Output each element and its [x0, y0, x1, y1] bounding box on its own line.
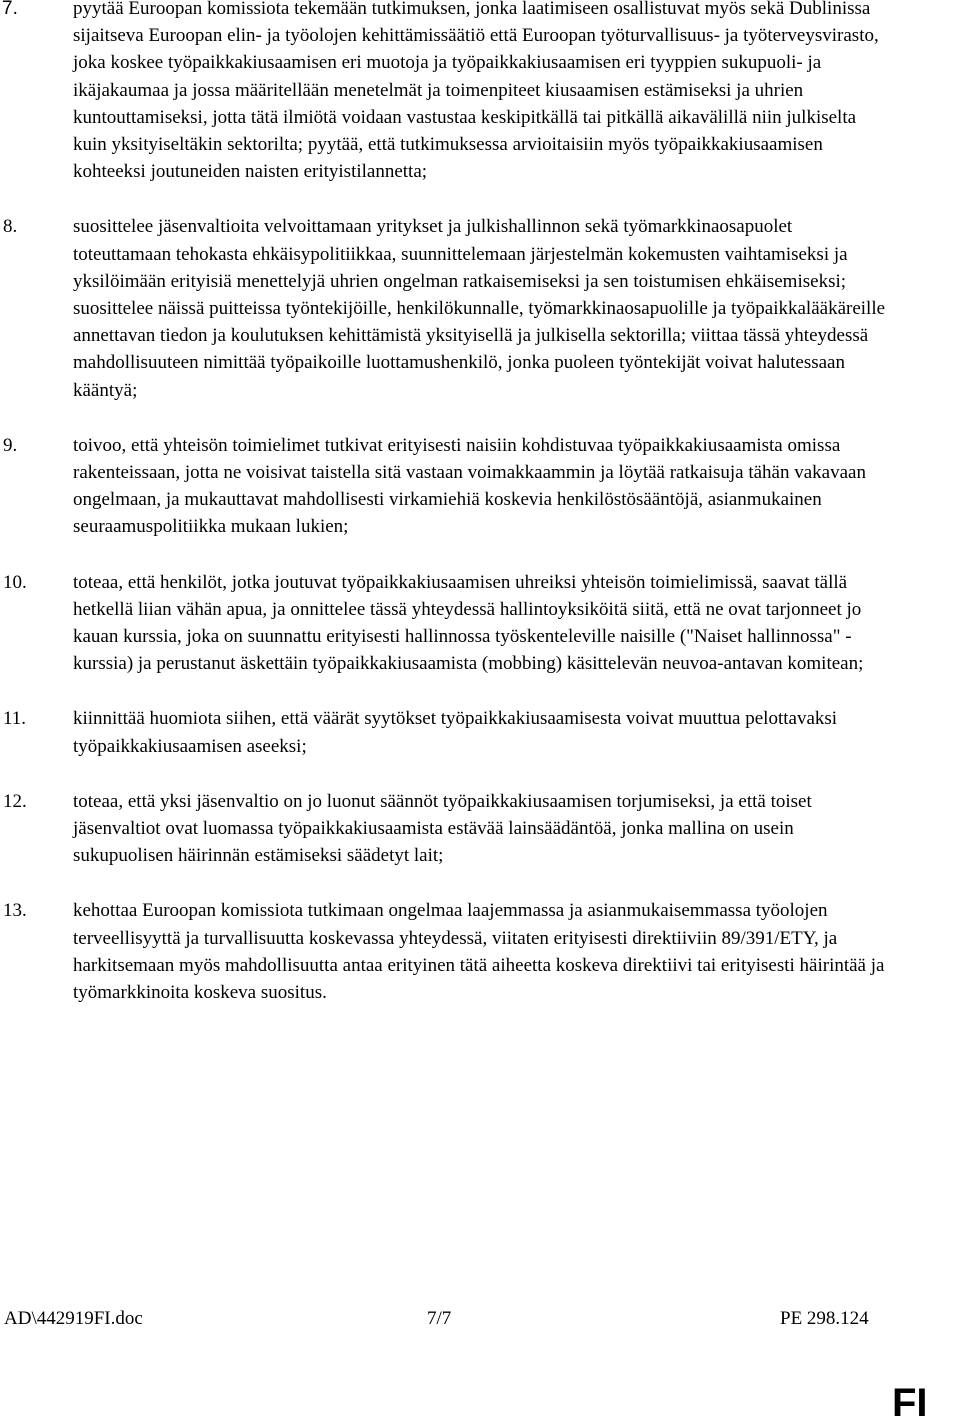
language-code: FI	[892, 1381, 928, 1425]
paragraph-number: 10.	[3, 571, 27, 593]
paragraph-text: toivoo, että yhteisön toimielimet tutkivat erityisesti naisiin kohdistuvaa työpaikkakiusaamista omissa rakenteissaan, jotta ne voisivat taistella sitä vastaan voimakkaammin ja löytää ratkaisuja tähän vakavaan ongelmaan, ja mukauttavat mahdollisesti virkamiehiä koskevia henkilöstösääntöjä, asianmukainen seuraamuspolitiikka mukaan lukien;	[73, 434, 866, 538]
paragraph-text: toteaa, että henkilöt, jotka joutuvat työpaikkakiusaamisen uhreiksi yhteisön toimielimissä, saavat tällä hetkellä liian vähän apua, ja onnittelee tässä yhteydessä hallintoyksiköitä siitä, että ne ovat tarjonneet jo kauan kurssia, joka on suunnattu erityisesti hallinnossa työskenteleville naisille ("Naiset hallinnossa" -kurssia) ja perustanut äskettäin työpaikkakiusaamista (mobbing) käsittelevän neuvoa-antavan komitean;	[73, 571, 864, 675]
paragraph-text: toteaa, että yksi jäsenvaltio on jo luonut säännöt työpaikkakiusaamisen torjumiseksi, ja että toiset jäsenvaltiot ovat luomassa työpaikkakiusaamista estävää lainsäädäntöä, jonka mallina on usein sukupuolisen häirinnän estämiseksi säädetyt lait;	[73, 790, 812, 867]
paragraph-number: 7.	[2, 0, 18, 19]
paragraph-text: pyytää Euroopan komissiota tekemään tutkimuksen, jonka laatimiseen osallistuvat myös sekä Dublinissa sijaitseva Euroopan elin- ja työolojen kehittämissäätiö että Euroopan työturvallisuus- ja työterveysvirasto, joka koskee työpaikkakiusaamisen eri muotoja ja työpaikkakiusaamisen eri tyyppien sukupuoli- ja ikäjakaumaa ja jossa määritellään menetelmät ja toimenpiteet kiusaamisen estämiseksi ja uhrien kuntouttamiseksi, jotta tätä ilmiötä voidaan vastustaa keskipitkällä tai pitkällä aikavälillä niin julkiselta kuin yksityiseltäkin sektorilta; pyytää, että tutkimuksessa arvioitaisiin myös työpaikkakiusaamisen kohteeksi joutuneiden naisten erityistilannetta;	[73, 0, 879, 183]
page-number: 7/7	[427, 1308, 452, 1329]
paragraph-number: 8.	[3, 216, 18, 238]
paragraph-item	[0, 432, 960, 541]
paragraph-item	[0, 705, 960, 759]
page-footer	[0, 1305, 880, 1335]
paragraph-text: kehottaa Euroopan komissiota tutkimaan ongelmaa laajemmassa ja asianmukaisemmassa työolojen terveellisyyttä ja turvallisuutta koskevassa yhteydessä, viitaten erityisesti direktiiviin 89/391/ETY, ja harkitsemaan myös mahdollisuutta antaa erityinen tätä aiheetta koskeva direktiivi tai erityisesti häirintää ja työmarkkinoita koskeva suositus.	[73, 900, 885, 1004]
paragraph-text: suosittelee jäsenvaltioita velvoittamaan yritykset ja julkishallinnon sekä työmarkkinaosapuolet toteuttamaan tehokasta ehkäisypolitiikkaa, suunnittelemaan järjestelmän kokemusten vaihtamiseksi ja yksilöimään erityisiä menettelyjä uhrien ongelman ratkaisemiseksi ja sen toistumisen ehkäisemiseksi; suosittelee näissä puitteissa työntekijöille, henkilökunnalle, työmarkkinaosapuolille ja työpaikkalääkäreille annettavan tiedon ja koulutuksen kehittämistä yksityisellä ja julkisella sektorilla; viittaa tässä yhteydessä mahdollisuuteen nimittää työpaikoille luottamushenkilö, jonka puoleen työntekijät voivat halutessaan kääntyä;	[73, 216, 886, 401]
paragraph-item	[0, 213, 960, 403]
document-reference: AD\442919FI.doc	[4, 1308, 143, 1329]
pe-number: PE 298.124	[780, 1308, 869, 1329]
paragraph-number: 13.	[3, 900, 27, 922]
paragraph-item	[0, 0, 960, 185]
paragraph-item	[0, 897, 960, 1006]
paragraph-text: kiinnittää huomiota siihen, että väärät syytökset työpaikkakiusaamisesta voivat muuttua pelottavaksi työpaikkakiusaamisen aseeksi;	[73, 708, 838, 757]
paragraph-number: 12.	[3, 790, 27, 812]
paragraph-number: 11.	[3, 708, 27, 730]
paragraph-number: 9.	[3, 434, 18, 456]
paragraph-item	[0, 569, 960, 678]
paragraph-item	[0, 788, 960, 870]
